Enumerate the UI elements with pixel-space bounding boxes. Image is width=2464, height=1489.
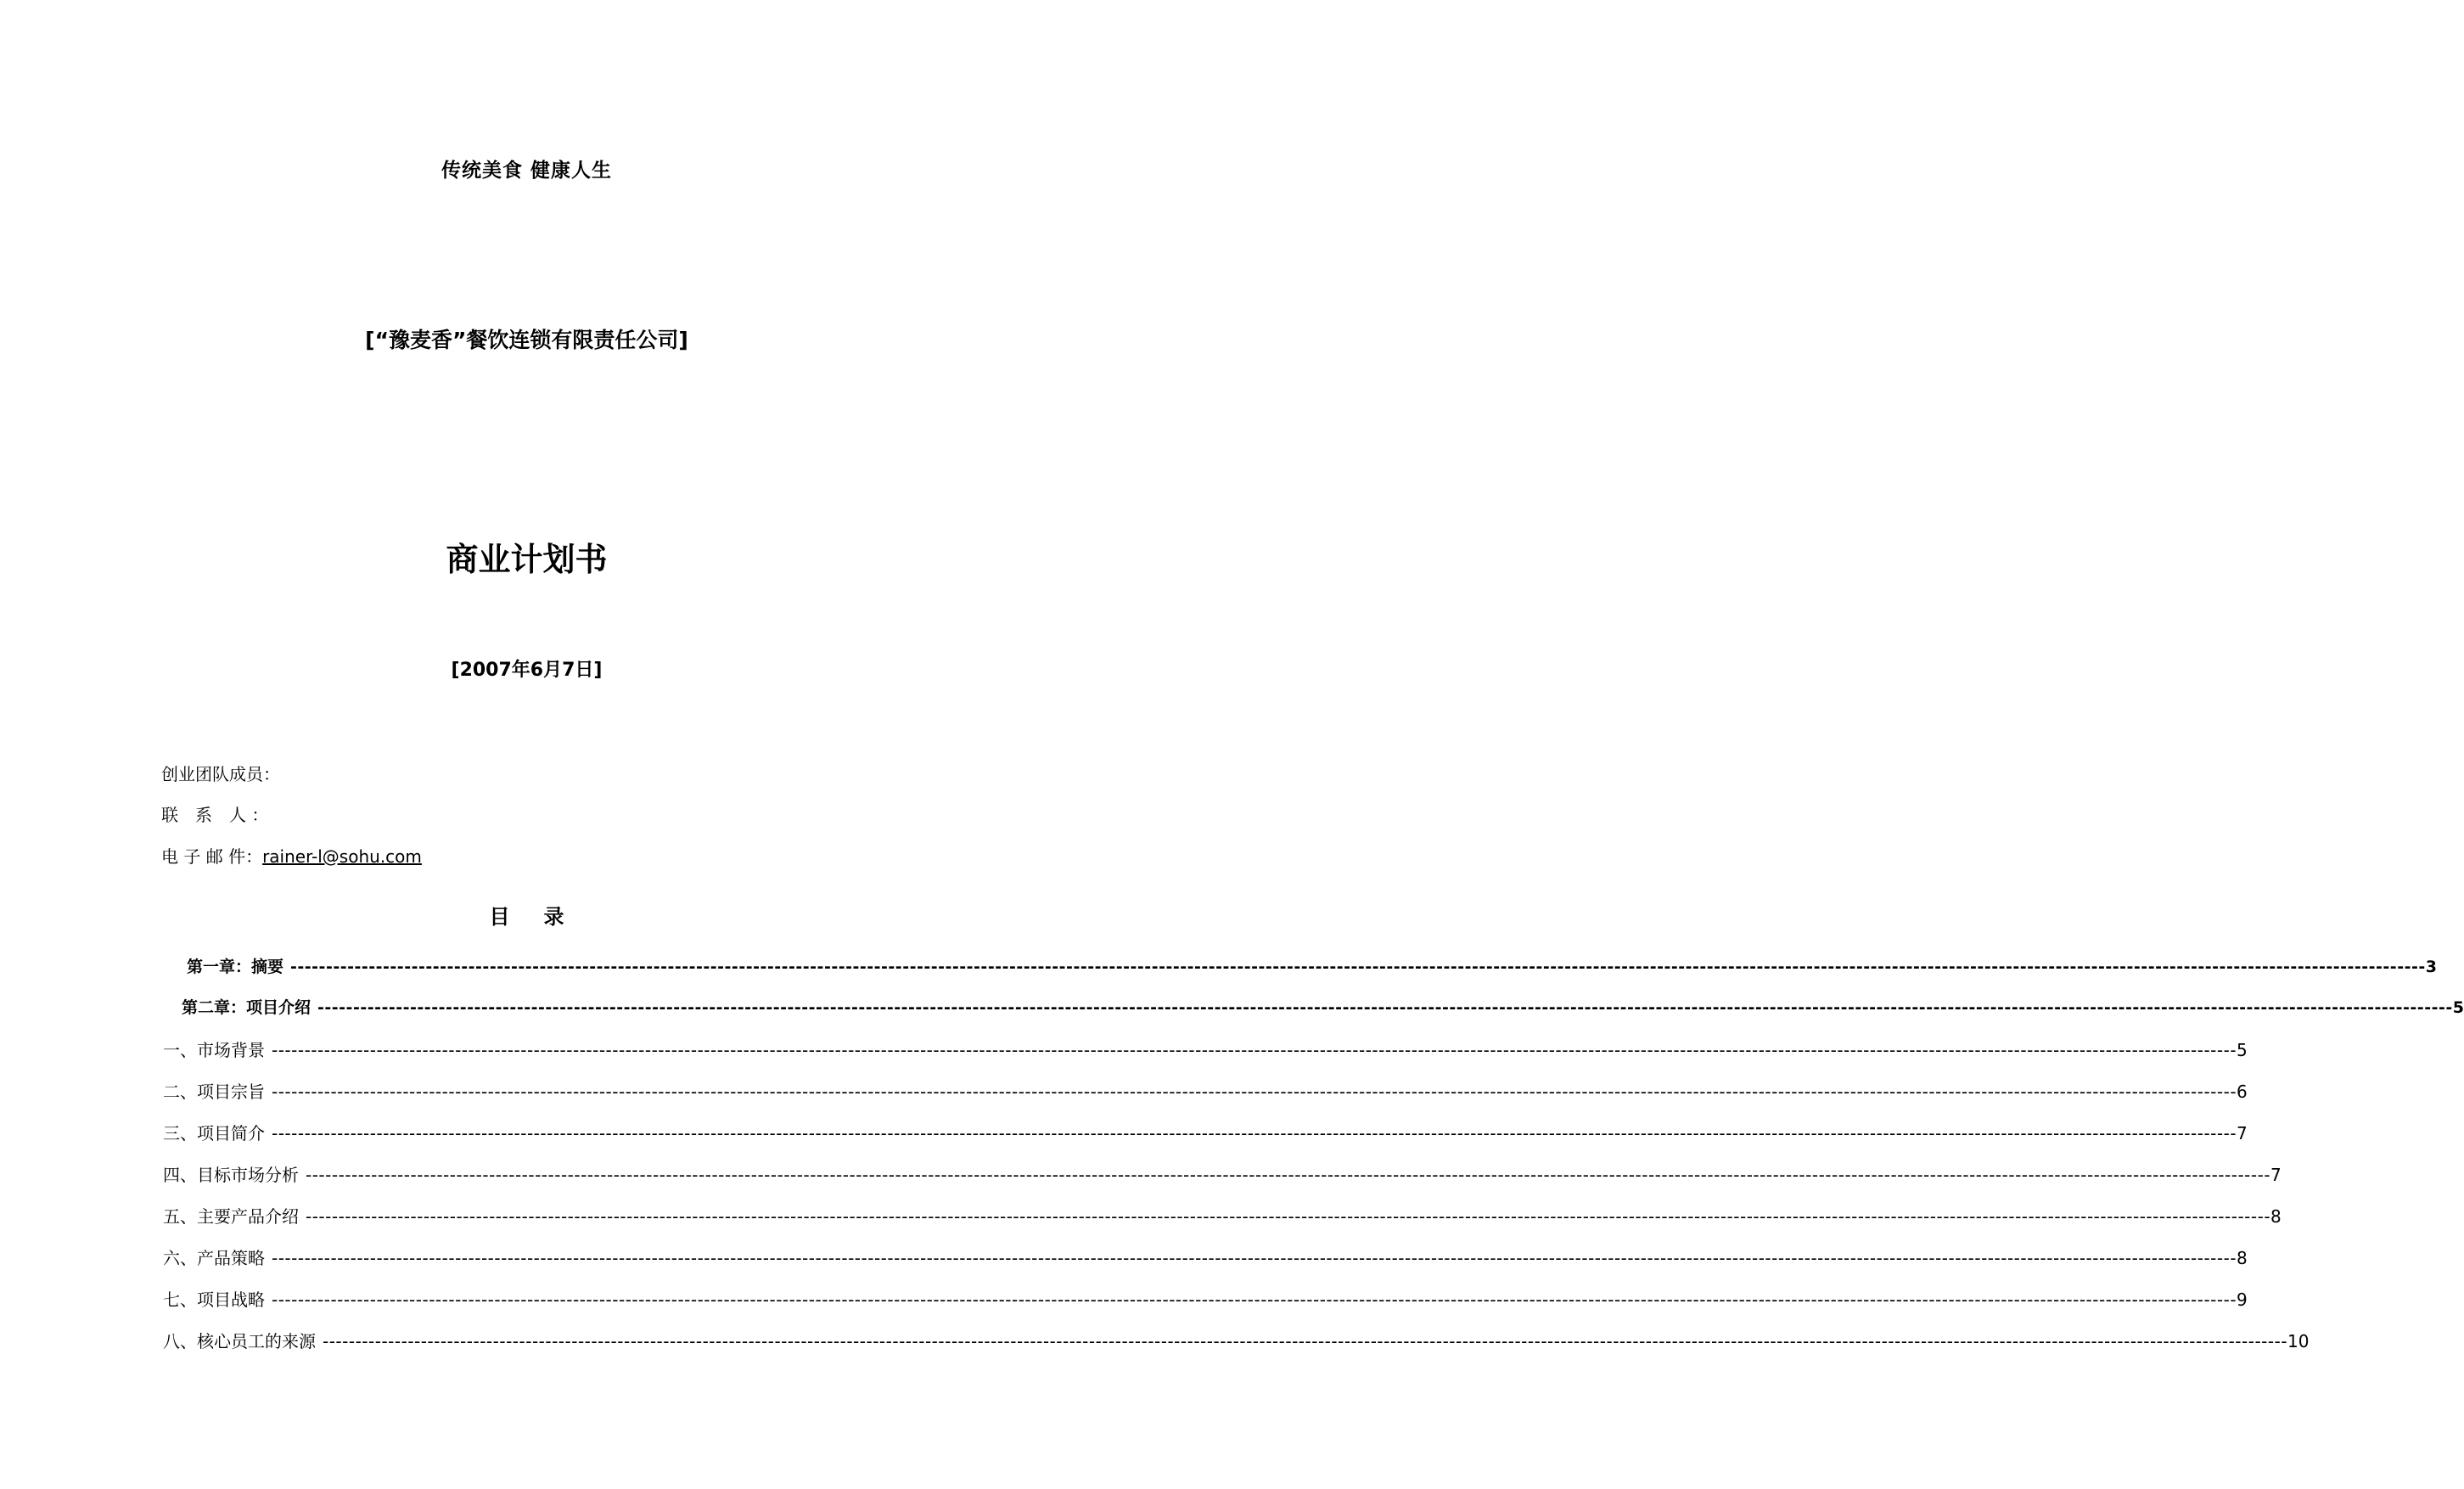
company-name: [“豫麦香”餐饮连锁有限责任公司] (365, 328, 688, 352)
slogan: 传统美食 健康人生 (441, 159, 612, 182)
document-title: 商业计划书 (446, 541, 608, 578)
toc-entry-chapter-1[interactable]: 第一章：摘要 ------------------------------------------------------------------------------------------------------------------------------------------------------------------------------------------------------------------------------------------------------------------------------------------------------------ 3 (187, 958, 2437, 976)
toc-entry-section-8[interactable]: 八、核心员工的来源 ------------------------------------------------------------------------------------------------------------------------------------------------------------------------------------------------------------------------------------------------------------------------------------------------------------ 10 (163, 1331, 2310, 1351)
email-link[interactable]: rainer-l@sohu.com (262, 846, 422, 867)
toc-entry-section-5[interactable]: 五、主要产品介绍 ------------------------------------------------------------------------------------------------------------------------------------------------------------------------------------------------------------------------------------------------------------------------------------------------------------ 8 (163, 1206, 2282, 1227)
document-date: [2007年6月7日] (451, 660, 603, 681)
email-line (161, 843, 422, 868)
toc-entry-section-4[interactable]: 四、目标市场分析 ------------------------------------------------------------------------------------------------------------------------------------------------------------------------------------------------------------------------------------------------------------------------------------------------------------ 7 (163, 1165, 2282, 1185)
contact-person-line (161, 801, 268, 826)
toc-entry-section-3[interactable]: 三、项目简介 ------------------------------------------------------------------------------------------------------------------------------------------------------------------------------------------------------------------------------------------------------------------------------------------------------------ 7 (163, 1123, 2248, 1143)
toc-entry-section-2[interactable]: 二、项目宗旨 ------------------------------------------------------------------------------------------------------------------------------------------------------------------------------------------------------------------------------------------------------------------------------------------------------------ 6 (163, 1082, 2248, 1102)
toc-entry-chapter-2[interactable]: 第二章：项目介绍 ------------------------------------------------------------------------------------------------------------------------------------------------------------------------------------------------------------------------------------------------------------------------------------------------------------ 5 (182, 998, 2464, 1017)
toc-entry-section-1[interactable]: 一、市场背景 ------------------------------------------------------------------------------------------------------------------------------------------------------------------------------------------------------------------------------------------------------------------------------------------------------------ 5 (163, 1040, 2248, 1060)
team-members-label: 创业团队成员： (161, 764, 280, 784)
contact-person-label: 联 系 人 ： (161, 805, 269, 825)
toc-heading: 目 录 (489, 905, 564, 929)
team-members-line (161, 761, 280, 785)
email-label: 电 子 邮 件： (161, 846, 263, 867)
toc-entry-section-7[interactable]: 七、项目战略 ------------------------------------------------------------------------------------------------------------------------------------------------------------------------------------------------------------------------------------------------------------------------------------------------------------ 9 (163, 1290, 2248, 1310)
toc-entry-section-6[interactable]: 六、产品策略 ------------------------------------------------------------------------------------------------------------------------------------------------------------------------------------------------------------------------------------------------------------------------------------------------------------ 8 (163, 1248, 2248, 1268)
